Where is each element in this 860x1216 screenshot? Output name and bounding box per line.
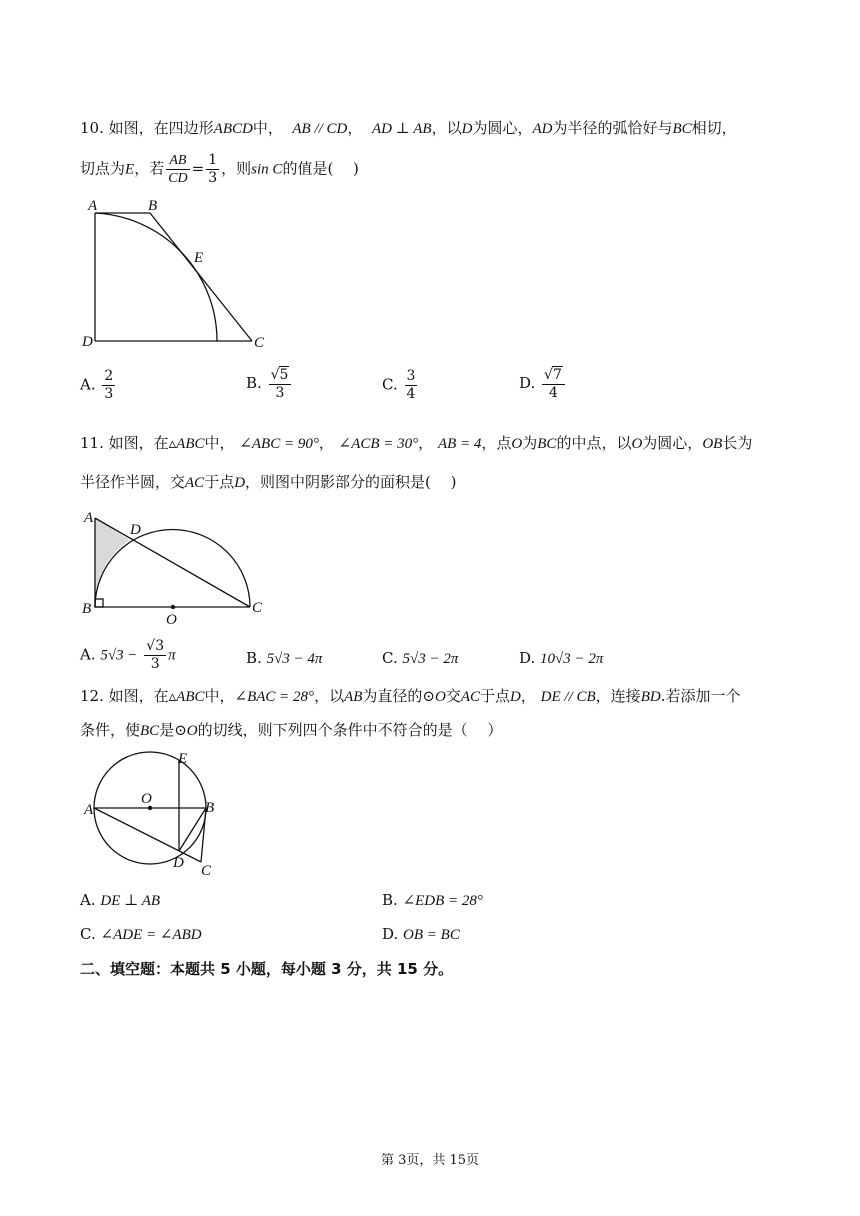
label-e: E	[194, 250, 204, 266]
label-d: D	[173, 855, 184, 871]
label-c: C	[254, 335, 265, 351]
q10-option-a[interactable]: A. $\frac{2}{3}$	[80, 368, 114, 402]
q12-figure	[80, 748, 230, 884]
q10-figure	[78, 192, 278, 357]
q10-option-d[interactable]: D. $\frac{√7}{4}$	[519, 366, 567, 402]
label-b: B	[205, 800, 215, 816]
arc-ae	[95, 213, 217, 341]
right-angle-mark	[95, 599, 103, 607]
q12-line-1: 12. 如图，在▵ABC中，∠BAC = 28°，以AB为直径的⊙O交AC于点D， DE // CB，连接BD.若添加一个	[80, 687, 741, 705]
q10-line-2: 切点为E，若 $\frac{AB}{CD}$ = $\frac{1}{3}$ ，则sin C的值是( )	[80, 152, 359, 186]
section-heading: 二、填空题：本题共 5 小题，每小题 3 分，共 15 分。	[80, 960, 454, 978]
label-b: B	[82, 601, 92, 617]
label-a: A	[84, 510, 94, 526]
page-footer: 第 3页，共 15页	[380, 1153, 480, 1168]
label-o: O	[166, 612, 177, 626]
q11-option-d[interactable]: D. 10√3 − 2π	[519, 649, 604, 667]
label-c: C	[252, 600, 263, 616]
question-number: 10.	[80, 119, 104, 137]
label-d: D	[130, 522, 141, 538]
shaded-region	[95, 518, 130, 606]
ratio-value: $\frac{1}{3}$	[208, 152, 218, 186]
q11-option-c[interactable]: C. 5√3 − 2π	[382, 649, 459, 667]
label-o: O	[141, 791, 152, 807]
q11-line-2: 半径作半圆，交AC于点D，则图中阴影部分的面积是( )	[80, 473, 457, 491]
segment-bc	[201, 808, 206, 862]
q12-option-b[interactable]: B. ∠EDB = 28°	[382, 891, 483, 909]
label-a: A	[88, 198, 98, 214]
question-number: 12.	[80, 687, 104, 705]
point-o	[171, 605, 175, 609]
q11-option-b[interactable]: B. 5√3 − 4π	[246, 649, 323, 667]
q12-option-c[interactable]: C. ∠ADE = ∠ABD	[80, 925, 202, 943]
label-e: E	[178, 751, 188, 767]
q11-option-a[interactable]: A. 5√3 − $\frac{√3}{3}$ π	[80, 638, 176, 672]
q12-option-d[interactable]: D. OB = BC	[382, 925, 460, 943]
q11-figure	[78, 506, 278, 626]
label-a: A	[84, 802, 94, 818]
q11-line-1: 11. 如图，在▵ABC中， ∠ABC = 90°， ∠ACB = 30°， AB = 4，点O为BC的中点，以O为圆心，OB长为	[80, 434, 753, 452]
label-b: B	[148, 198, 158, 214]
label-d: D	[82, 334, 93, 350]
q10-line-1: 10. 如图，在四边形ABCD中， AB // CD， AD ⊥ AB，以D为圆心，AD为半径的弧恰好与BC相切，	[80, 119, 737, 137]
q12-line-2: 条件，使BC是⊙O的切线，则下列四个条件中不符合的是（ ）	[80, 721, 503, 739]
q10-option-b[interactable]: B. $\frac{√5}{3}$	[246, 366, 293, 402]
label-c: C	[201, 863, 212, 879]
segment-ac	[94, 808, 201, 862]
ratio-fraction: $\frac{AB}{CD}$	[168, 153, 188, 186]
question-number: 11.	[80, 434, 104, 452]
q12-option-a[interactable]: A. DE ⊥ AB	[80, 891, 161, 909]
segment-ac	[95, 518, 250, 607]
q10-option-c[interactable]: C. $\frac{3}{4}$	[382, 368, 416, 402]
segment-bc	[150, 213, 252, 341]
